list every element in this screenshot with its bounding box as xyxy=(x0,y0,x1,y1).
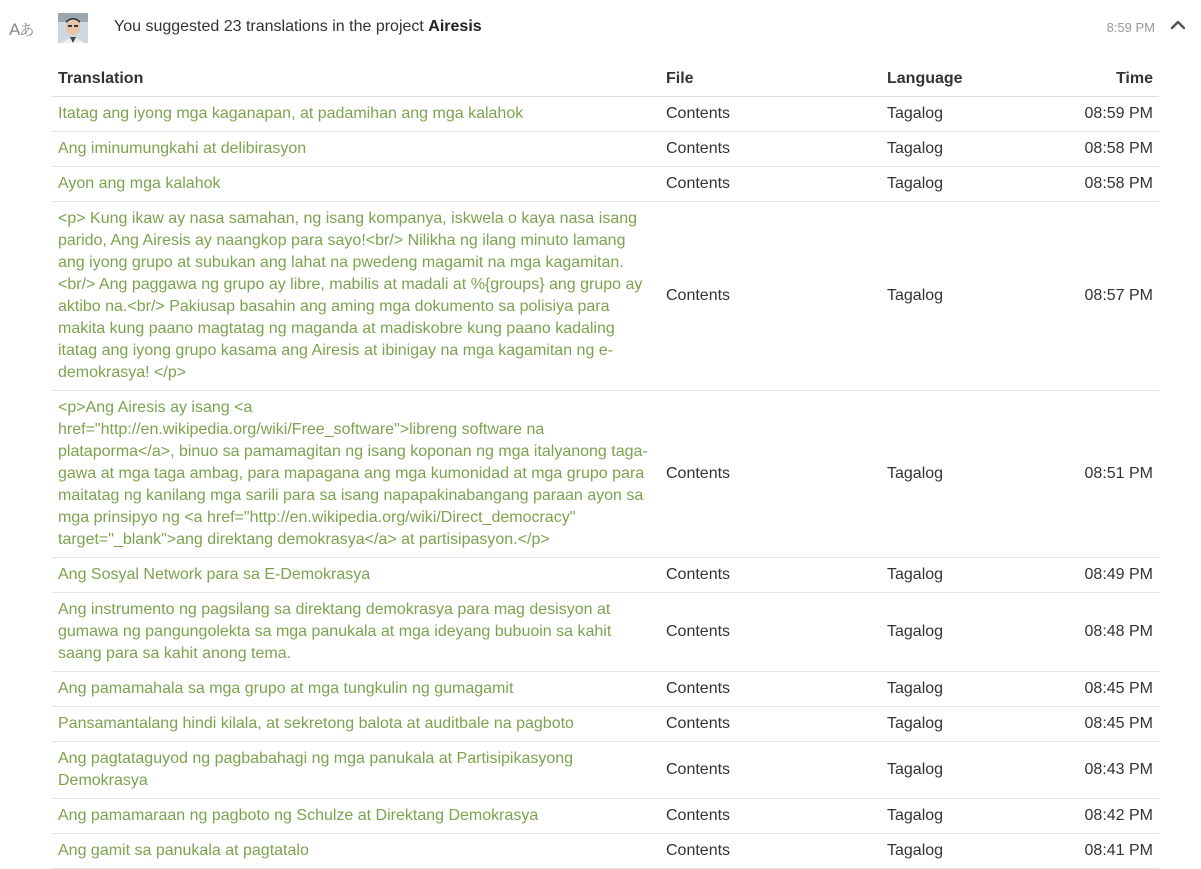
table-header-row xyxy=(52,64,1159,97)
translation-link[interactable]: Ang gamit sa panukala at pagtatalo xyxy=(58,842,309,859)
column-header-language: Language xyxy=(881,64,1051,97)
language-cell: Tagalog xyxy=(881,202,1051,391)
translation-cell xyxy=(52,799,660,834)
translation-link[interactable]: Ayon ang mga kalahok xyxy=(58,175,221,192)
table-row xyxy=(52,707,1159,742)
translation-link[interactable]: Ang pamamaraan ng pagboto ng Schulze at Direktang Demokrasya xyxy=(58,807,539,824)
translation-cell xyxy=(52,167,660,202)
language-cell: Tagalog xyxy=(881,799,1051,834)
table-row xyxy=(52,593,1159,672)
time-cell: 08:59 PM xyxy=(1051,97,1159,132)
time-cell: 08:58 PM xyxy=(1051,132,1159,167)
translation-cell xyxy=(52,97,660,132)
translation-cell xyxy=(52,742,660,799)
time-cell: 08:41 PM xyxy=(1051,834,1159,869)
file-cell: Contents xyxy=(660,707,881,742)
translation-cell xyxy=(52,132,660,167)
activity-headline xyxy=(114,18,482,36)
translation-link[interactable]: Ang pamamahala sa mga grupo at mga tungkulin ng gumagamit xyxy=(58,680,514,697)
language-cell: Tagalog xyxy=(881,391,1051,558)
language-cell: Tagalog xyxy=(881,97,1051,132)
file-cell: Contents xyxy=(660,834,881,869)
language-cell: Tagalog xyxy=(881,132,1051,167)
activity-time: 8:59 PM xyxy=(1106,20,1155,35)
column-header-translation: Translation xyxy=(52,64,660,97)
table-row xyxy=(52,202,1159,391)
time-cell: 08:43 PM xyxy=(1051,742,1159,799)
file-cell: Contents xyxy=(660,672,881,707)
file-cell: Contents xyxy=(660,391,881,558)
translate-icon: Aあ xyxy=(9,20,34,39)
time-cell: 08:57 PM xyxy=(1051,202,1159,391)
chevron-up-icon[interactable] xyxy=(1169,16,1187,34)
table-row xyxy=(52,167,1159,202)
table-row xyxy=(52,132,1159,167)
time-cell: 08:42 PM xyxy=(1051,799,1159,834)
avatar[interactable] xyxy=(58,13,88,43)
file-cell: Contents xyxy=(660,799,881,834)
translation-link[interactable]: <p> Kung ikaw ay nasa samahan, ng isang kompanya, iskwela o kaya nasa isang parido, Ang Airesis ay naangkop para sayo!<br/> Nilikha ng ilang minuto lamang ang iyong grupo at subukan ang lahat na pwedeng magamit na mga kagamitan.<br/> Ang paggawa ng grupo ay libre, mabilis at madali at %{groups} ang grupo ay aktibo na.<br/> Pakiusap basahin ang aming mga dokumento sa polisiya para makita kung paano magtatag ng maganda at madiskobre kung paano kadaling itatag ang iyong grupo kasama ang Airesis at ibinigay na mga kagamitan ng e-demokrasya! </p> xyxy=(58,210,643,381)
language-cell: Tagalog xyxy=(881,707,1051,742)
project-link[interactable]: Airesis xyxy=(428,18,482,35)
file-cell: Contents xyxy=(660,132,881,167)
table-row xyxy=(52,558,1159,593)
translation-link[interactable]: Ang iminumungkahi at delibirasyon xyxy=(58,140,307,157)
language-cell: Tagalog xyxy=(881,167,1051,202)
table-row xyxy=(52,799,1159,834)
language-cell: Tagalog xyxy=(881,558,1051,593)
translation-cell xyxy=(52,391,660,558)
translation-cell xyxy=(52,202,660,391)
translation-link[interactable]: Itatag ang iyong mga kaganapan, at padamihan ang mga kalahok xyxy=(58,105,524,122)
avatar-image xyxy=(58,13,88,43)
column-header-time: Time xyxy=(1051,64,1159,97)
table-row xyxy=(52,391,1159,558)
file-cell: Contents xyxy=(660,558,881,593)
translation-link[interactable]: <p>Ang Airesis ay isang <a href="http://en.wikipedia.org/wiki/Free_software">libreng software na plataporma</a>, binuo sa pamamagitan ng isang koponan ng mga italyanong taga-gawa at mga taga ambag, para mapagana ang mga kumonidad at mga grupo para maitatag ng kanilang mga sarili para sa isang napapakinabangang paraan ayon sa mga prinsipyo ng <a href="http://en.wikipedia.org/wiki/Direct_democracy" target="_blank">ang direktang demokrasya</a> at partisipasyon.</p> xyxy=(58,399,648,548)
translation-cell xyxy=(52,834,660,869)
time-cell: 08:45 PM xyxy=(1051,672,1159,707)
translation-link[interactable]: Ang pagtataguyod ng pagbabahagi ng mga panukala at Partisipikasyong Demokrasya xyxy=(58,750,574,789)
time-cell: 08:49 PM xyxy=(1051,558,1159,593)
translation-cell xyxy=(52,707,660,742)
table-row xyxy=(52,672,1159,707)
translation-cell xyxy=(52,672,660,707)
time-cell: 08:48 PM xyxy=(1051,593,1159,672)
translation-link[interactable]: Ang instrumento ng pagsilang sa direktang demokrasya para mag desisyon at gumawa ng pangungolekta sa mga panukala at mga ideyang bubuoin sa kahit saang para sa kahit anong tema. xyxy=(58,601,612,662)
language-cell: Tagalog xyxy=(881,593,1051,672)
language-cell: Tagalog xyxy=(881,672,1051,707)
table-row xyxy=(52,97,1159,132)
translation-cell xyxy=(52,593,660,672)
file-cell: Contents xyxy=(660,202,881,391)
file-cell: Contents xyxy=(660,593,881,672)
time-cell: 08:51 PM xyxy=(1051,391,1159,558)
column-header-file: File xyxy=(660,64,881,97)
translation-link[interactable]: Pansamantalang hindi kilala, at sekretong balota at auditbale na pagboto xyxy=(58,715,574,732)
activity-header xyxy=(0,0,1201,56)
language-cell: Tagalog xyxy=(881,742,1051,799)
time-cell: 08:58 PM xyxy=(1051,167,1159,202)
file-cell: Contents xyxy=(660,97,881,132)
translation-cell xyxy=(52,558,660,593)
file-cell: Contents xyxy=(660,167,881,202)
table-row xyxy=(52,742,1159,799)
translations-table xyxy=(52,64,1159,869)
file-cell: Contents xyxy=(660,742,881,799)
translation-link[interactable]: Ang Sosyal Network para sa E-Demokrasya xyxy=(58,566,371,583)
table-row xyxy=(52,834,1159,869)
headline-text: You suggested 23 translations in the project xyxy=(114,18,429,35)
time-cell: 08:45 PM xyxy=(1051,707,1159,742)
language-cell: Tagalog xyxy=(881,834,1051,869)
